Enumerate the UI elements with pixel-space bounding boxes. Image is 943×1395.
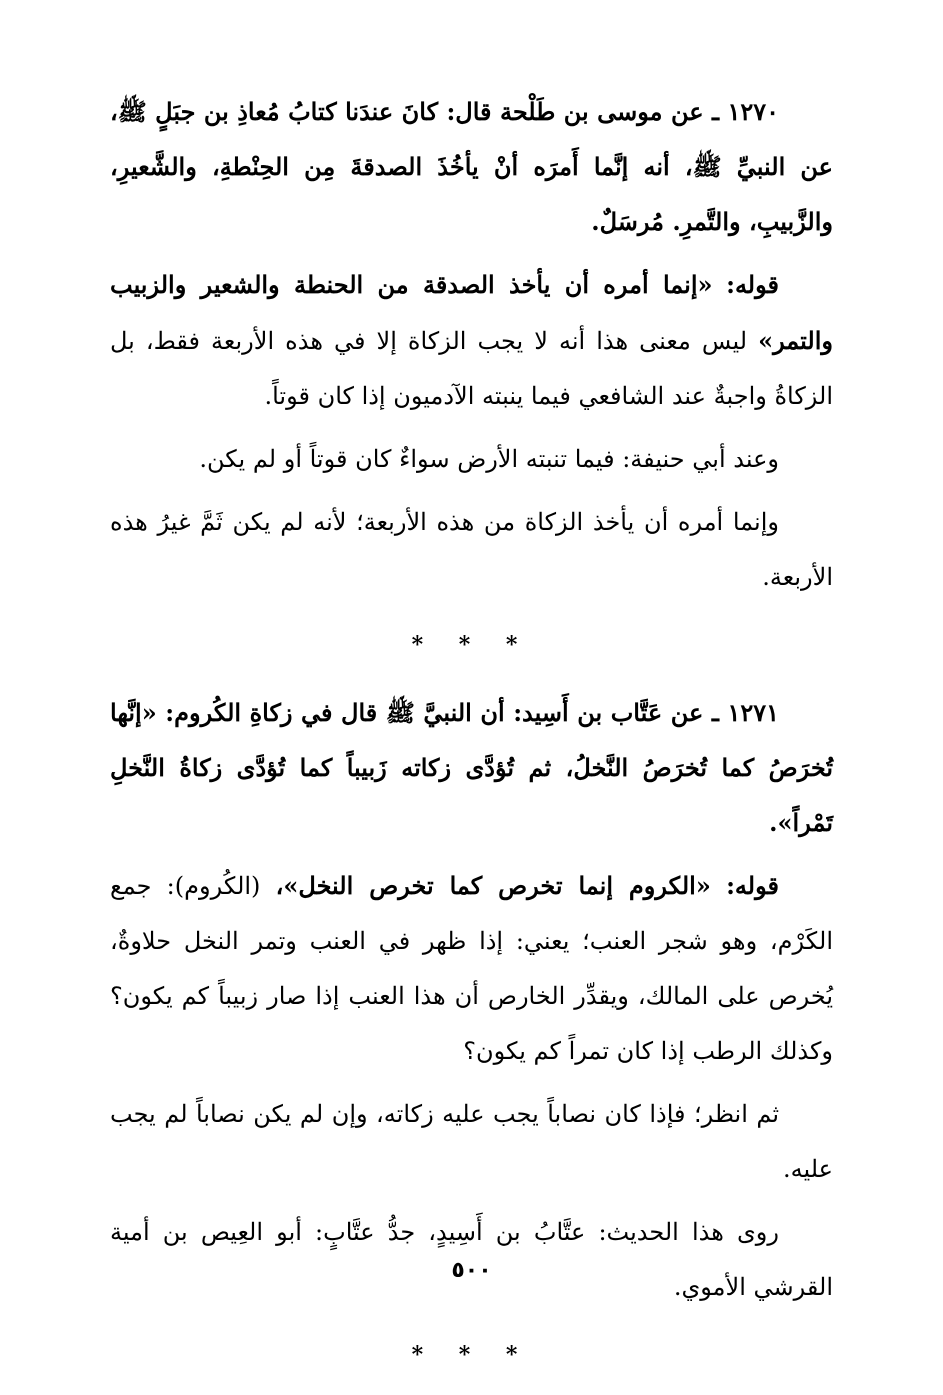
- commentary-1271-intro: [110, 858, 833, 1079]
- section-separator: * * *: [411, 632, 532, 658]
- commentary-1271-p2: ثم انظر؛ فإذا كان نصاباً يجب عليه زكاته، وإن لم يكن نصاباً لم يجب عليه.: [110, 1100, 833, 1183]
- hadith-number: ١٢٧١: [727, 698, 779, 727]
- hadith-text: عن موسى بن طَلْحة قال: كانَ عندَنا كتابُ مُعاذِ بن جبَلٍ ﷺ، عن النبيِّ ﷺ، أنه إنَّما أَمرَه أنْ يأخُذَ الصدقةَ مِن الحِنْطةِ، والشَّعيرِ، والزَّبيبِ، والتَّمرِ. مُرسَلٌ.: [110, 97, 833, 236]
- hadith-number: ١٢٧٠: [727, 97, 779, 126]
- commentary-quote: «إنما أمره أن يأخذ الصدقة من الحنطة والشعير والزبيب والتمر»: [110, 270, 833, 355]
- commentary-text: (الكُروم): جمع الكَرْم، وهو شجر العنب؛ يعني: إذا ظهر في العنب وتمر النخل حلاوةٌ، يُخرص على المالك، ويقدِّر الخارص أن هذا العنب إذا صار زبيباً كم يكون؟ وكذلك الرطب إذا كان تمراً كم يكون؟: [110, 872, 833, 1065]
- hadith-text: عن عَتَّاب بن أَسِيد: أن النبيَّ ﷺ قال في زكاةِ الكُروم: «إنَّها تُخرَصُ كما تُخرَصُ النَّخلُ، ثم تُؤدَّى زكاته زَبيباً كما تُؤدَّى زكاةُ النَّخلِ تَمْراً».: [110, 698, 833, 837]
- page-body: [110, 84, 833, 1395]
- hadith-1270: ١٢٧٠ ـ عن موسى بن طَلْحة قال: كانَ عندَنا كتابُ مُعاذِ بن جبَلٍ ﷺ، عن النبيِّ ﷺ، أنه إنَّما أَمرَه أنْ يأخُذَ الصدقةَ مِن الحِنْطةِ، والشَّعيرِ، والزَّبيبِ، والتَّمرِ. مُرسَلٌ.: [110, 97, 833, 236]
- commentary-text: ليس معنى هذا أنه لا يجب الزكاة إلا في هذه الأربعة فقط، بل الزكاةُ واجبةٌ عند الشافعي فيما ينبته الآدميون إذا كان قوتاً.: [110, 327, 833, 410]
- commentary-1271-p3: روى هذا الحديث: عتَّابُ بن أَسِيدٍ، جدُّ عتَّابٍ: أبو العِيص بن أمية القرشي الأموي.: [110, 1218, 833, 1301]
- commentary-1270-p2: وعند أبي حنيفة: فيما تنبته الأرض سواءٌ كان قوتاً أو لم يكن.: [199, 445, 779, 473]
- page-number: ٥٠٠: [451, 1258, 492, 1283]
- section-separator: * * *: [411, 1342, 532, 1368]
- qawluh-label: قوله:: [726, 270, 779, 299]
- qawluh-label: قوله:: [726, 871, 779, 900]
- commentary-1270-p3: وإنما أمره أن يأخذ الزكاة من هذه الأربعة؛ لأنه لم يكن ثَمَّ غيرُ هذه الأربعة.: [110, 508, 833, 591]
- commentary-1270-intro: [110, 257, 833, 424]
- hadith-1271: ١٢٧١ ـ عن عَتَّاب بن أَسِيد: أن النبيَّ ﷺ قال في زكاةِ الكُروم: «إنَّها تُخرَصُ كما تُخرَصُ النَّخلُ، ثم تُؤدَّى زكاته زَبيباً كما تُؤدَّى زكاةُ النَّخلِ تَمْراً».: [110, 698, 833, 837]
- commentary-quote: «الكروم إنما تخرص كما تخرص النخل»،: [275, 871, 711, 900]
